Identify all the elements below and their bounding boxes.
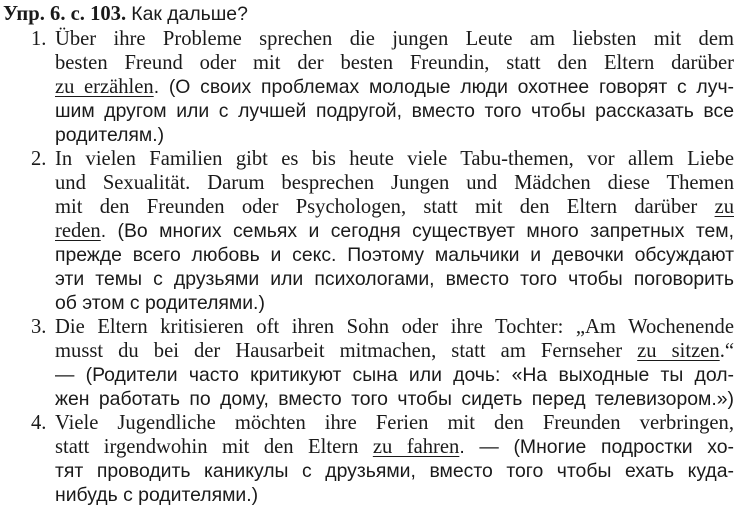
item-line: musst du bei der Hausarbeit mitmachen, statt am Fernseher zu sitzen.“: [55, 340, 734, 362]
item-line: Viele Jugendliche möchten ihre Ferien mit den Freunden verbringen,: [55, 412, 734, 434]
item-line: reden. (Во многих семьях и сегодня существует много запретных тем,: [55, 220, 734, 242]
item-line: besten Freund oder mit der besten Freundin, statt den Eltern darüber: [55, 52, 734, 74]
answer-phrase: zu fahren: [372, 436, 460, 458]
answer-phrase: zu: [714, 196, 734, 218]
item-line: прежде всего любовь и секс. Поэтому мальчики и девочки обсуждают: [55, 244, 734, 266]
answer-phrase: reden: [55, 220, 101, 242]
item-line: Die Eltern kritisieren oft ihren Sohn oder ihre Tochter: „Am Wochenende: [55, 316, 734, 338]
item-line: statt irgendwohin mit den Eltern zu fahren. — (Многие подростки хо-: [55, 436, 734, 458]
item-line: Über ihre Probleme sprechen die jungen Leute am liebsten mit dem: [55, 28, 734, 50]
item-line: нибудь с родителями.): [55, 484, 259, 506]
item-line: — (Родители часто критикуют сына или дочь: «На выходные ты дол-: [55, 364, 734, 386]
exercise-reference: Упр. 6. с. 103.: [3, 3, 127, 25]
item-line: und Sexualität. Darum besprechen Jungen und Mädchen diese Themen: [55, 172, 734, 194]
answer-phrase: zu erzählen: [55, 76, 154, 98]
exercise-question: Как дальше?: [131, 3, 248, 25]
item-line: тят проводить каникулы с друзьями, вместо того чтобы ехать куда-: [55, 460, 734, 482]
item-line: шим другом или с лучшей подругой, вместо того чтобы рассказать все: [55, 100, 734, 122]
item-number: 3.: [31, 316, 47, 338]
item-number: 2.: [31, 148, 47, 170]
item-number: 1.: [31, 28, 47, 50]
item-line: In vielen Familien gibt es bis heute viele Tabu-themen, vor allem Liebe: [55, 148, 734, 170]
item-line: zu erzählen. (О своих проблемах молодые люди охотнее говорят с луч-: [55, 76, 734, 98]
item-line: mit den Freunden oder Psychologen, statt mit den Eltern darüber zu: [55, 196, 734, 218]
item-number: 4.: [31, 412, 47, 434]
item-line: жен работать по дому, вместо того чтобы сидеть перед телевизором.»): [55, 388, 734, 410]
item-line: об этом с родителями.): [55, 292, 265, 314]
exercise-header: [3, 2, 248, 26]
answer-phrase: zu sitzen: [637, 340, 720, 362]
item-line: эти темы с друзьями или психологами, вместо того чтобы поговорить: [55, 268, 734, 290]
item-line: родителям.): [55, 124, 165, 146]
